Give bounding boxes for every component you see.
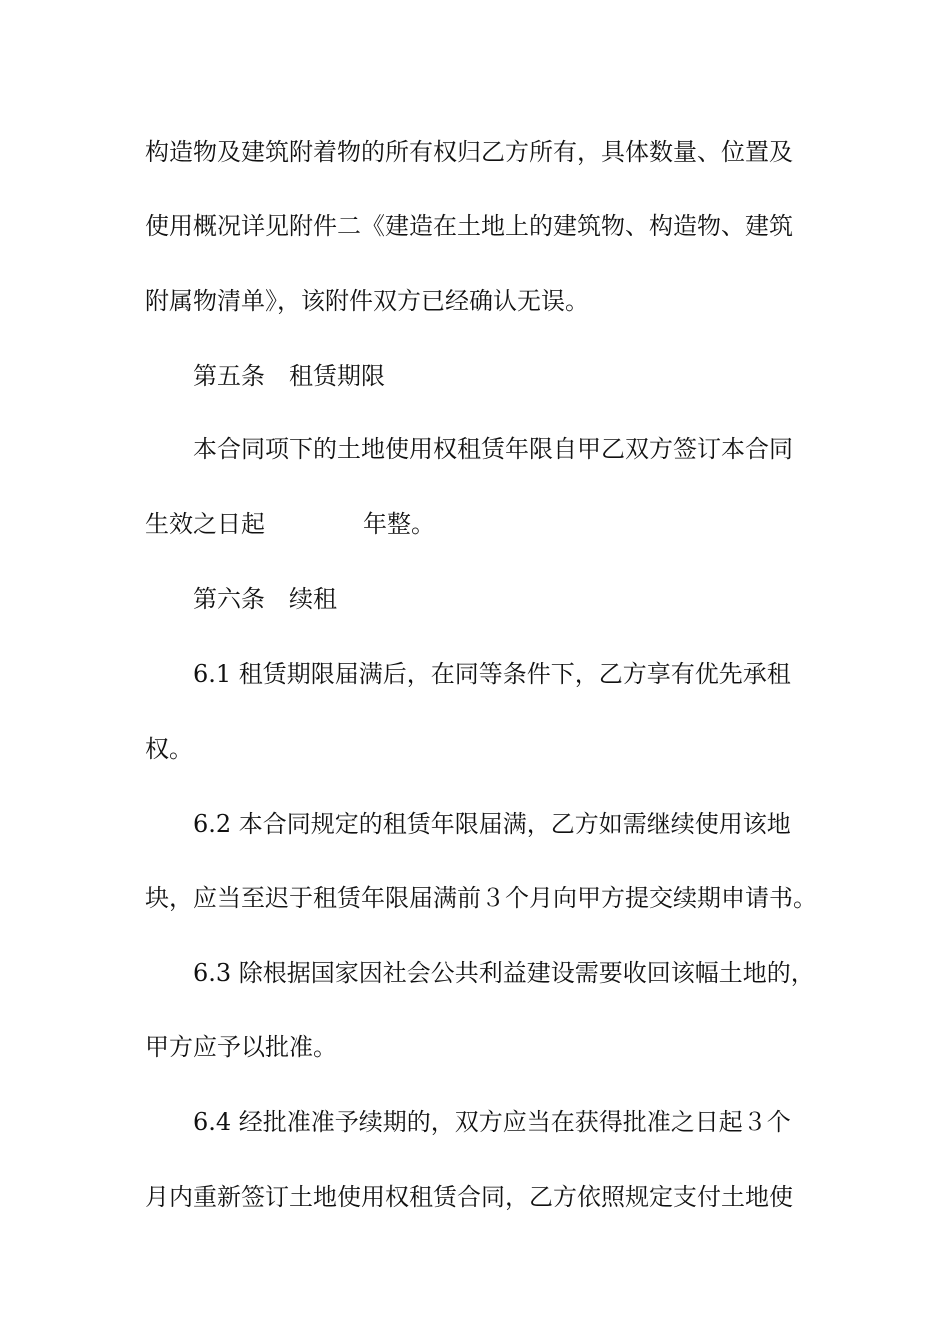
paragraph-line: 月内重新签订土地使用权租赁合同，乙方依照规定支付土地使	[145, 1183, 793, 1211]
clause-6-4: 6.4 经批准准予续期的，双方应当在获得批准之日起３个	[193, 1108, 791, 1136]
clause-6-1: 6.1 租赁期限届满后，在同等条件下，乙方享有优先承租	[193, 660, 791, 688]
paragraph-line: 本合同项下的土地使用权租赁年限自甲乙双方签订本合同	[193, 435, 793, 463]
paragraph-line: 块，应当至迟于租赁年限届满前３个月向甲方提交续期申请书。	[145, 884, 817, 912]
paragraph-line: 附属物清单》，该附件双方已经确认无误。	[145, 287, 589, 315]
paragraph-line: 使用概况详见附件二《建造在土地上的建筑物、构造物、建筑	[145, 212, 793, 240]
clause-6-2: 6.2 本合同规定的租赁年限届满，乙方如需继续使用该地	[193, 810, 791, 838]
paragraph-line	[145, 508, 825, 540]
section-heading-article-5: 第五条 租赁期限	[193, 362, 385, 390]
paragraph-line: 甲方应予以批准。	[145, 1033, 337, 1061]
lease-start-text: 生效之日起	[145, 510, 265, 538]
paragraph-line: 构造物及建筑附着物的所有权归乙方所有，具体数量、位置及	[145, 138, 793, 166]
paragraph-line: 权。	[145, 735, 193, 763]
section-heading-article-6: 第六条 续租	[193, 585, 337, 613]
lease-years-text: 年整。	[363, 510, 435, 538]
clause-6-3: 6.3 除根据国家因社会公共利益建设需要收回该幅土地的，	[193, 959, 815, 987]
